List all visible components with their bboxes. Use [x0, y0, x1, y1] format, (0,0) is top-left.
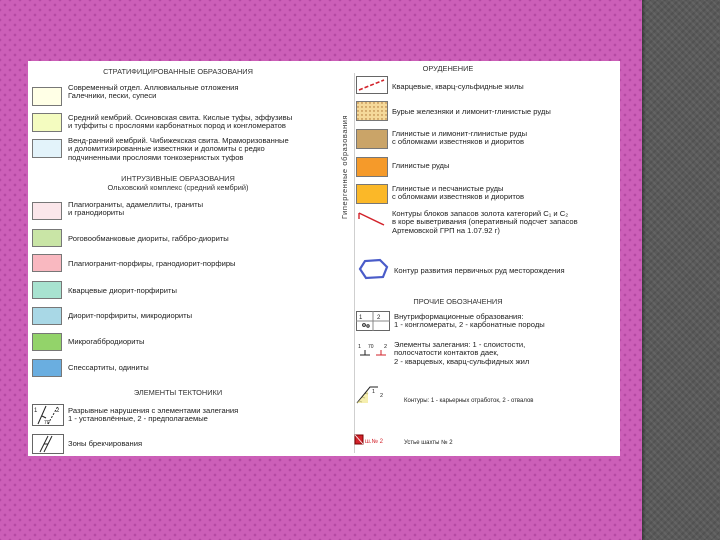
breccia-zone-icon	[32, 434, 64, 454]
other-header: ПРОЧИЕ ОБОЗНАЧЕНИЯ	[413, 297, 503, 306]
map-legend	[28, 61, 620, 456]
fault-mark-2: 2	[56, 408, 60, 414]
legend-text-breccia: Зоны брекчирования	[68, 439, 143, 448]
legend-text-plagiogranite-porphyry: Плагиогранит-порфиры, гранодиорит-порфиры	[68, 259, 236, 268]
legend-text-bedding: Элементы залегания: 1 - слоистости, полосчатости контактов даек, 2 - кварцевых, кварц-сульфидных жил	[394, 340, 530, 366]
legend-text-deposit-contour: Контур развития первичных руд месторождения	[394, 266, 565, 275]
mine-shaft-mark: ш.№ 2	[365, 439, 383, 445]
legend-text-plagiogranites: Плагиограниты, адамеллиты, граниты и гранодиориты	[68, 200, 204, 218]
swatch-diorite-porphyrites	[32, 307, 62, 325]
swatch-plagiogranites	[32, 202, 62, 220]
legend-text-microgabbrodiorites: Микрогаббродиориты	[68, 337, 145, 346]
legend-text-quarry-dump: Контуры: 1 - карьерных отработок, 2 - отвалов	[404, 398, 534, 404]
swatch-chibizhekskaya	[32, 139, 62, 158]
legend-text-hornblende-diorites: Роговообманковые диориты, габбро-диориты	[68, 234, 229, 243]
limonite-swatch	[356, 101, 388, 121]
quartz-vein-icon	[356, 76, 388, 94]
quarry-mark-2: 2	[380, 393, 384, 399]
legend-text-osinovskaya: Средний кембрий. Осиновская свита. Кислые туфы, эффузивы и туффиты с прослоями карбонатных пород и конгломератов	[68, 113, 293, 131]
fault-icon	[32, 404, 64, 426]
legend-text-clay-limonite-ores: Глинистые и лимонит-глинистые руды с обломками известняков и диоритов	[392, 129, 528, 147]
block-contour-icon	[356, 209, 388, 231]
legend-text-sandy-ores: Глинистые и песчанистые руды с обломками известняков и диоритов	[392, 184, 524, 202]
legend-text-mine-shaft: Устье шахты № 2	[404, 440, 453, 446]
legend-text-quartz-veins: Кварцевые, кварц-сульфидные жилы	[392, 82, 524, 91]
swatch-quartz-diorite-porphyrites	[32, 281, 62, 299]
legend-text-limonite: Бурые железняки и лимонит-глинистые руды	[392, 107, 551, 116]
swatch-alluvial	[32, 87, 62, 106]
supergene-vertical-label: Гипергенные образования	[340, 114, 349, 219]
bedding-mark-2: 2	[384, 344, 388, 350]
fault-mark-70: 70	[44, 420, 50, 426]
legend-text-chibizhekskaya: Венд-ранний кембрий. Чибижекская свита. Мраморизованные и доломитизированные известняки и доломиты с редко подчиненными прослоями тонкозернистых туфов	[68, 136, 289, 162]
legend-text-quartz-diorite-porphyrites: Кварцевые диорит-порфириты	[68, 286, 177, 295]
mine-shaft-icon	[354, 433, 394, 447]
swatch-microgabbrodiorites	[32, 333, 62, 351]
deposit-contour-icon	[356, 257, 390, 281]
swatch-clay-ores	[356, 157, 388, 177]
swatch-sandy-ores	[356, 184, 388, 204]
swatch-hornblende-diorites	[32, 229, 62, 247]
intraformational-mark-2: 2	[377, 315, 381, 321]
legend-text-faults: Разрывные нарушения с элементами залегания 1 - установлённые, 2 - предполагаемые	[68, 406, 239, 424]
intrusive-header: ИНТРУЗИВНЫЕ ОБРАЗОВАНИЯ	[121, 174, 235, 183]
legend-text-diorite-porphyrites: Диорит-порфириты, микродиориты	[68, 311, 193, 320]
ore-header: ОРУДЕНЕНИЕ	[422, 64, 474, 73]
swatch-spessartites	[32, 359, 62, 377]
legend-text-spessartites: Спессартиты, одиниты	[68, 363, 149, 372]
strat-header: СТРАТИФИЦИРОВАННЫЕ ОБРАЗОВАНИЯ	[103, 67, 253, 76]
right-side-panel	[642, 0, 720, 540]
legend-text-alluvial: Современный отдел. Аллювиальные отложения Галечники, пески, супеси	[68, 83, 239, 101]
swatch-plagiogranite-porphyry	[32, 254, 62, 272]
intraformational-mark-1: 1	[359, 315, 363, 321]
bedding-mark-1: 1	[358, 344, 362, 350]
swatch-osinovskaya	[32, 113, 62, 132]
fault-mark-1: 1	[34, 408, 38, 414]
quarry-mark-1: 1	[372, 389, 376, 395]
bedding-mark-70: 70	[368, 344, 374, 350]
legend-text-intraformational: Внутриформационные образования: 1 - конгломераты, 2 - карбонатные породы	[394, 312, 545, 330]
bedding-elements-icon	[356, 341, 390, 361]
legend-text-block-contours: Контуры блоков запасов золота категорий С₁ и С₂ в коре выветривания (оперативный подсчет запасов Артемовской ГРП на 1.07.92 г)	[392, 209, 578, 235]
tectonic-header: ЭЛЕМЕНТЫ ТЕКТОНИКИ	[133, 388, 223, 397]
quarry-dump-icon	[354, 383, 392, 405]
intraformational-icon	[356, 311, 390, 331]
legend-text-clay-ores: Глинистые руды	[392, 161, 450, 170]
intrusive-subheader: Ольховский комплекс (средний кембрий)	[107, 183, 249, 192]
swatch-clay-limonite-ores	[356, 129, 388, 149]
